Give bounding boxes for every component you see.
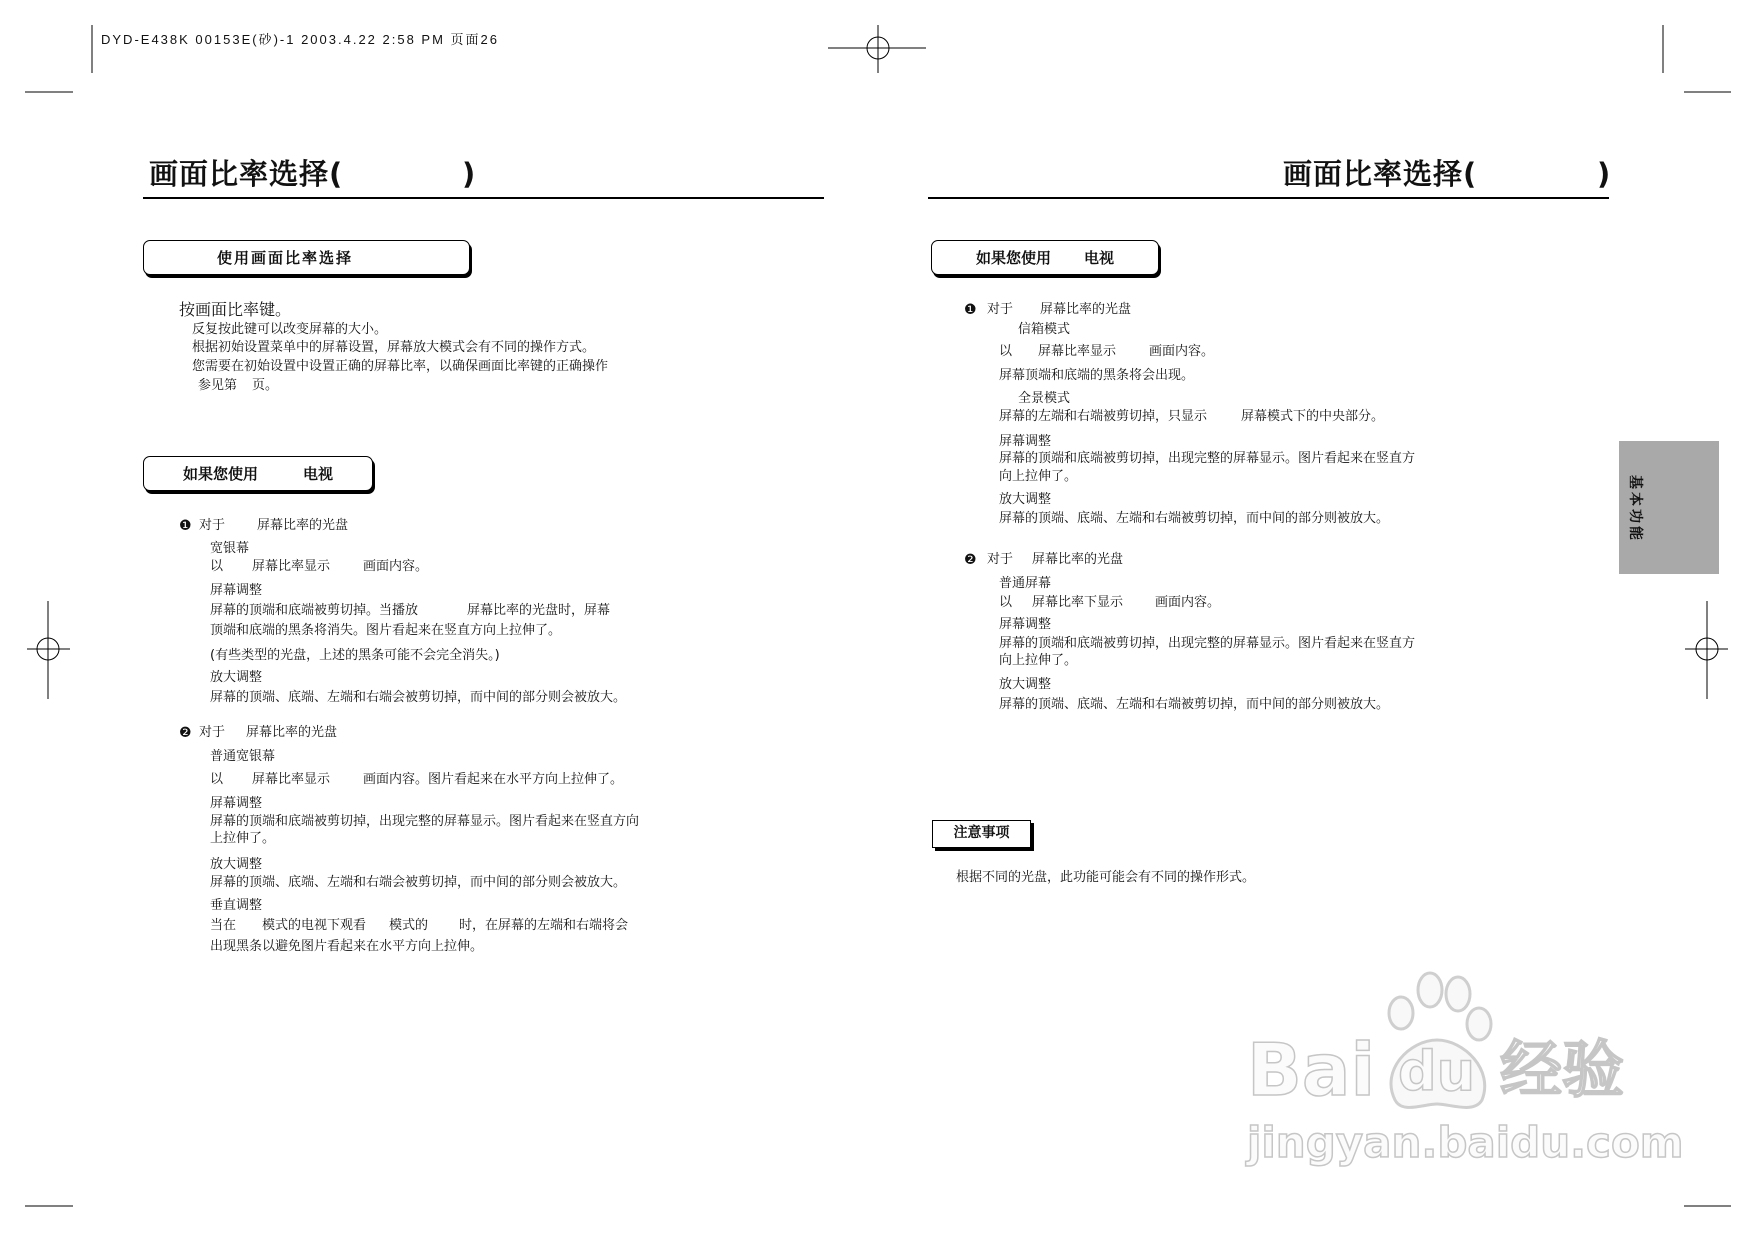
mode-text: 以: [210, 559, 224, 574]
mode-name: 屏幕调整: [999, 434, 1052, 449]
mode-text: 屏幕比率显示: [1038, 344, 1117, 359]
mode-text: 以: [999, 595, 1013, 610]
mode-text: 屏幕的左端和右端被剪切掉，只显示: [999, 409, 1208, 424]
number-2-icon: ❷: [964, 552, 977, 568]
number-1-icon: ❶: [964, 302, 977, 318]
mode-text: 屏幕的顶端和底端被剪切掉，出现完整的屏幕显示。图片看起来在竖直方向: [210, 814, 640, 829]
mode-name: 放大调整: [210, 670, 263, 685]
mode-text: 屏幕的顶端、底端、左端和右端会被剪切掉，而中间的部分则会被放大。: [210, 875, 627, 890]
mode-text: 屏幕比率显示: [252, 559, 331, 574]
mode-text: 屏幕顶端和底端的黑条将会出现。: [999, 368, 1195, 383]
mode-text: (有些类型的光盘，上述的黑条可能不会完全消失。): [210, 648, 500, 663]
side-tab-label: 基本功能: [1627, 475, 1643, 543]
mode-name: 放大调整: [999, 677, 1052, 692]
mode-name: 全景模式: [1018, 391, 1071, 406]
mode-name: 屏幕调整: [999, 617, 1052, 632]
mode-text: 屏幕的顶端和底端被剪切掉，出现完整的屏幕显示。图片看起来在竖直方: [999, 451, 1416, 466]
note-line: 您需要在初始设置中设置正确的屏幕比率，以确保画面比率键的正确操作: [192, 359, 609, 374]
mode-text: 屏幕比率显示: [252, 772, 331, 787]
mode-name: 屏幕调整: [210, 796, 263, 811]
mode-text: 画面内容。: [1149, 344, 1215, 359]
mode-text: 屏幕的顶端、底端、左端和右端会被剪切掉，而中间的部分则会被放大。: [210, 690, 627, 705]
disc-label: 屏幕比率的光盘: [1032, 552, 1124, 567]
disc-label: 对于: [987, 302, 1014, 317]
disc-label: 对于: [987, 552, 1014, 567]
mode-name: 普通宽银幕: [210, 749, 276, 764]
mode-text: 出现黑条以避免图片看起来在水平方向上拉伸。: [210, 939, 484, 954]
mode-text: 屏幕比率下显示: [1032, 595, 1124, 610]
mode-text: 画面内容。图片看起来在水平方向上拉伸了。: [363, 772, 624, 787]
mode-text: 以: [999, 344, 1013, 359]
mode-text: 屏幕的顶端和底端被剪切掉，出现完整的屏幕显示。图片看起来在竖直方: [999, 636, 1416, 651]
mode-text: 屏幕的顶端和底端被剪切掉。当播放: [210, 603, 419, 618]
mode-text: 模式的: [389, 918, 429, 933]
instruction: 按画面比率键。: [179, 300, 292, 319]
mode-name: 宽银幕: [210, 541, 250, 556]
number-2-icon: ❷: [179, 725, 192, 741]
note-text: 根据不同的光盘，此功能可能会有不同的操作形式。: [956, 870, 1256, 885]
disc-label: 对于: [199, 518, 226, 533]
note-line: 反复按此键可以改变屏幕的大小。: [192, 322, 388, 337]
mode-text: 画面内容。: [1155, 595, 1221, 610]
mode-text: 屏幕比率的光盘时，屏幕: [467, 603, 611, 618]
mode-text: 屏幕模式下的中央部分。: [1241, 409, 1385, 424]
page-ref: 页。: [252, 378, 279, 393]
page-title: 画面比率选择(: [1283, 157, 1478, 191]
number-1-icon: ❶: [179, 518, 192, 534]
mode-text: 向上拉伸了。: [999, 653, 1078, 668]
section-heading: 使用画面比率选择: [217, 249, 354, 267]
mode-name: 放大调整: [210, 857, 263, 872]
mode-text: 画面内容。: [363, 559, 429, 574]
section-heading: 如果您使用: [976, 249, 1052, 267]
watermark-logo-text: du: [1398, 1040, 1476, 1103]
mode-text: 屏幕的顶端、底端、左端和右端被剪切掉，而中间的部分则被放大。: [999, 511, 1390, 526]
mode-text: 上拉伸了。: [210, 831, 276, 846]
section-heading: 如果您使用: [183, 465, 259, 483]
mode-name: 屏幕调整: [210, 583, 263, 598]
disc-label: 屏幕比率的光盘: [257, 518, 349, 533]
watermark-url: jingyan.baidu.com: [1247, 1118, 1684, 1167]
mode-text: 向上拉伸了。: [999, 469, 1078, 484]
print-header: DYD-E438K 00153E(砂)-1 2003.4.22 2:58 PM 页面26: [101, 32, 500, 47]
mode-text: 以: [210, 772, 224, 787]
page-ref: 参见第: [198, 378, 238, 393]
section-heading: 电视: [303, 465, 334, 483]
mode-text: 时，在屏幕的左端和右端将会: [459, 918, 629, 933]
disc-label: 对于: [199, 725, 226, 740]
mode-name: 垂直调整: [210, 898, 263, 913]
page-title: 画面比率选择(: [149, 157, 344, 191]
mode-text: 当在: [210, 918, 237, 933]
section-heading: 电视: [1084, 249, 1115, 267]
note-line: 根据初始设置菜单中的屏幕设置，屏幕放大模式会有不同的操作方式。: [192, 340, 596, 355]
watermark-logo-text: 经验: [1500, 1033, 1625, 1106]
mode-name: 信箱模式: [1018, 322, 1071, 337]
mode-name: 普通屏幕: [999, 576, 1052, 591]
disc-label: 屏幕比率的光盘: [246, 725, 338, 740]
watermark-logo-text: Bai: [1247, 1028, 1376, 1112]
page-title-close: ): [462, 157, 477, 191]
disc-label: 屏幕比率的光盘: [1040, 302, 1132, 317]
page-title-close: ): [1597, 157, 1612, 191]
mode-text: 屏幕的顶端、底端、左端和右端被剪切掉，而中间的部分则被放大。: [999, 697, 1390, 712]
mode-text: 顶端和底端的黑条将消失。图片看起来在竖直方向上拉伸了。: [210, 623, 562, 638]
note-heading: 注意事项: [953, 825, 1010, 841]
mode-text: 模式的电视下观看: [262, 918, 367, 933]
mode-name: 放大调整: [999, 492, 1052, 507]
